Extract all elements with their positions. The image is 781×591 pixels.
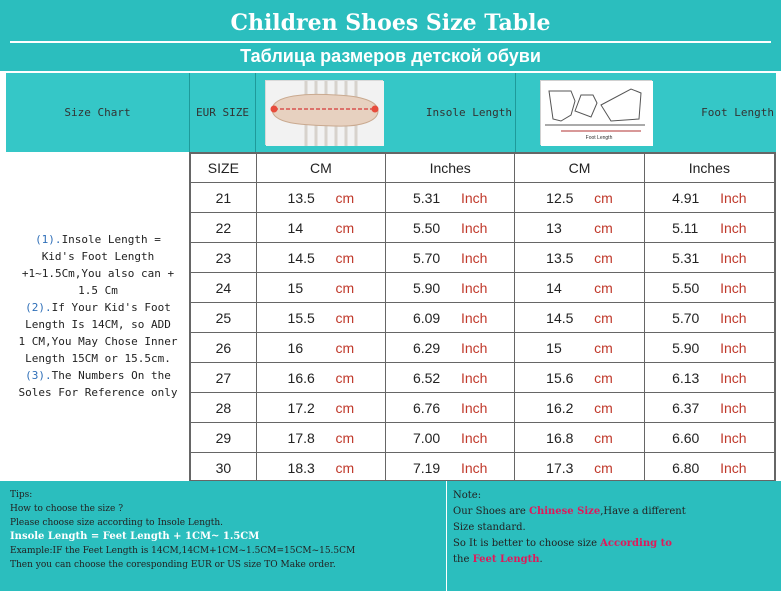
foot-inch-cell (644, 183, 774, 213)
table-row (191, 273, 775, 303)
title-russian: Таблица размеров детской обуви (240, 46, 541, 66)
unit-label: Inch (720, 429, 747, 446)
unit-label: cm (594, 399, 613, 416)
note-text: Length 15CM or 15.5cm. (25, 352, 171, 365)
cell-value: 6.76 (412, 399, 441, 416)
tips-label: Tips: (10, 490, 33, 500)
insole-cm-cell (256, 273, 385, 303)
cell-value: 13 (546, 219, 562, 236)
note-text: . (539, 554, 543, 565)
note-text: Our Shoes are (453, 506, 529, 517)
note-text: Size standard. (453, 522, 526, 533)
unit-label: Inch (460, 339, 488, 356)
foot-cm-cell (515, 363, 644, 393)
cell-value: 15 (287, 279, 304, 296)
header-divider (255, 73, 256, 152)
cell-value: 7.00 (412, 429, 441, 446)
size-cell: 26 (191, 333, 257, 363)
cell-value: 6.80 (672, 459, 700, 476)
cell-value: 17.2 (287, 399, 315, 416)
cell-value: 16.2 (546, 399, 574, 416)
header-eur-size: EUR SIZE (196, 106, 249, 119)
insole-inch-cell (386, 333, 515, 363)
insole-cm-cell (256, 213, 385, 243)
cell-value: 5.11 (672, 219, 699, 236)
cell-value: 6.60 (672, 429, 700, 446)
foot-cm-cell (515, 393, 644, 423)
unit-label: Inch (460, 369, 488, 386)
note-number: (2). (25, 301, 52, 314)
cell-value: 15 (546, 339, 562, 356)
table-row (191, 213, 775, 243)
unit-label: cm (594, 279, 613, 296)
table-row (191, 303, 775, 333)
note-label: Note: (453, 490, 482, 501)
cell-value: 6.29 (412, 339, 441, 356)
unit-label: Inch (460, 249, 488, 266)
unit-label: cm (594, 369, 613, 386)
unit-label: cm (594, 219, 613, 236)
size-cell: 21 (191, 183, 257, 213)
cell-value: 4.91 (672, 189, 700, 206)
insole-inch-cell (386, 183, 515, 213)
cell-value: 15.6 (546, 369, 574, 386)
header-size-chart: Size Chart (64, 106, 131, 119)
title-divider (10, 41, 771, 43)
size-cell: 24 (191, 273, 257, 303)
foot-cm-cell (515, 213, 644, 243)
unit-label: Inch (460, 459, 488, 476)
unit-label: Inch (460, 309, 488, 326)
note-text: Insole Length = (61, 233, 161, 246)
unit-label: cm (335, 399, 355, 416)
insole-inch-cell (386, 363, 515, 393)
foot-measure-image (540, 80, 652, 145)
cell-value: 13.5 (287, 189, 315, 206)
unit-label: Inch (720, 279, 747, 296)
cell-value: 12.5 (546, 189, 574, 206)
cell-value: 5.50 (412, 219, 441, 236)
insole-inch-cell (386, 423, 515, 453)
column-header: CM (256, 154, 385, 183)
unit-label: cm (594, 249, 613, 266)
cell-value: 5.31 (672, 249, 700, 266)
insole-inch-cell (386, 303, 515, 333)
unit-label: cm (335, 339, 355, 356)
foot-cm-cell (515, 453, 644, 483)
foot-inch-cell (644, 273, 774, 303)
foot-cm-cell (515, 183, 644, 213)
table-row (191, 183, 775, 213)
side-notes (6, 152, 190, 480)
table-row (191, 363, 775, 393)
column-header: Inches (386, 154, 515, 183)
unit-label: cm (335, 189, 355, 206)
note-text: Soles For Reference only (18, 386, 178, 399)
unit-label: cm (594, 429, 613, 446)
cell-value: 14 (546, 279, 562, 296)
unit-label: cm (594, 309, 613, 326)
size-cell: 23 (191, 243, 257, 273)
unit-label: cm (335, 369, 355, 386)
unit-label: cm (335, 309, 355, 326)
unit-label: cm (335, 429, 355, 446)
unit-label: Inch (460, 219, 488, 236)
cell-value: 6.37 (672, 399, 700, 416)
foot-cm-cell (515, 243, 644, 273)
table-row (191, 423, 775, 453)
foot-length-caption: Foot Length (585, 135, 613, 141)
note-highlight: According to (600, 538, 672, 549)
table-row (191, 453, 775, 483)
note-text: 1 CM,You May Chose Inner (18, 335, 178, 348)
unit-label: cm (594, 339, 613, 356)
unit-label: Inch (720, 339, 747, 356)
insole-inch-cell (386, 393, 515, 423)
note-section (453, 488, 773, 568)
cell-value: 5.31 (412, 189, 441, 206)
insole-inch-cell (386, 213, 515, 243)
size-cell: 29 (191, 423, 257, 453)
title-english: Children Shoes Size Table (230, 10, 551, 36)
tips-line: Example:IF the Feet Length is 14CM,14CM+1CM~1.5CM=15CM~15.5CM (10, 546, 356, 556)
unit-label: Inch (720, 189, 747, 206)
insole-inch-cell (386, 453, 515, 483)
tips-formula: Insole Length = Feet Length + 1CM~ 1.5CM (10, 531, 260, 542)
unit-label: Inch (460, 429, 488, 446)
unit-label: Inch (720, 249, 747, 266)
size-cell: 25 (191, 303, 257, 333)
size-table (189, 152, 776, 481)
header-row (6, 73, 776, 152)
insole-inch-cell (386, 273, 515, 303)
note-text: the (453, 554, 473, 565)
note-number: (3). (25, 369, 52, 382)
unit-label: Inch (720, 459, 747, 476)
tips-line: Then you can choose the coresponding EUR or US size TO Make order. (10, 560, 336, 570)
cell-value: 16.8 (546, 429, 574, 446)
cell-value: 18.3 (287, 459, 315, 476)
cell-value: 16 (287, 339, 304, 356)
note-text: Kid's Foot Length (41, 250, 155, 263)
unit-label: cm (594, 189, 613, 206)
header-insole-length: Insole Length (425, 106, 512, 119)
column-header: Inches (644, 154, 774, 183)
table-row (191, 243, 775, 273)
cell-value: 5.90 (672, 339, 700, 356)
cell-value: 16.6 (287, 369, 315, 386)
insole-cm-cell (256, 363, 385, 393)
cell-value: 14.5 (287, 249, 315, 266)
header-divider (515, 73, 516, 152)
cell-value: 5.70 (672, 309, 700, 326)
foot-cm-cell (515, 273, 644, 303)
insole-cm-cell (256, 393, 385, 423)
foot-cm-cell (515, 303, 644, 333)
note-text: The Numbers On the (51, 369, 171, 382)
insole-cm-cell (256, 453, 385, 483)
foot-inch-cell (644, 243, 774, 273)
unit-label: Inch (460, 399, 488, 416)
insole-cm-cell (256, 243, 385, 273)
cell-value: 17.3 (546, 459, 574, 476)
foot-inch-cell (644, 423, 774, 453)
note-highlight: Chinese Size (528, 506, 601, 517)
column-header: SIZE (191, 154, 257, 183)
cell-value: 6.13 (672, 369, 700, 386)
note-text: So It is better to choose size (453, 538, 601, 549)
cell-value: 13.5 (546, 249, 574, 266)
cell-value: 15.5 (287, 309, 315, 326)
cell-value: 7.19 (412, 459, 441, 476)
tips-section (10, 488, 440, 572)
unit-label: Inch (720, 399, 747, 416)
tips-line: How to choose the size ? (10, 504, 124, 514)
insole-image (265, 80, 383, 145)
foot-inch-cell (644, 363, 774, 393)
note-highlight: Feet Length (472, 554, 540, 565)
cell-value: 6.09 (412, 309, 441, 326)
unit-label: cm (335, 279, 355, 296)
size-cell: 30 (191, 453, 257, 483)
foot-cm-cell (515, 333, 644, 363)
unit-label: Inch (460, 279, 488, 296)
unit-label: Inch (720, 369, 747, 386)
size-cell: 28 (191, 393, 257, 423)
insole-cm-cell (256, 333, 385, 363)
column-header: CM (515, 154, 644, 183)
note-text: Length Is 14CM, so ADD (25, 318, 171, 331)
note-text: ,Have a different (600, 506, 686, 517)
unit-label: cm (335, 459, 355, 476)
unit-label: Inch (720, 309, 747, 326)
footer-divider (446, 481, 447, 591)
note-text: If Your Kid's Foot (51, 301, 171, 314)
cell-value: 14.5 (546, 309, 574, 326)
note-text: 1.5 Cm (78, 284, 118, 297)
cell-value: 5.90 (412, 279, 441, 296)
cell-value: 17.8 (287, 429, 315, 446)
foot-inch-cell (644, 453, 774, 483)
insole-cm-cell (256, 303, 385, 333)
size-cell: 27 (191, 363, 257, 393)
foot-inch-cell (644, 303, 774, 333)
cell-value: 14 (287, 219, 304, 236)
tips-line: Please choose size according to Insole Length. (10, 518, 224, 528)
header-foot-length: Foot Length (701, 106, 774, 119)
unit-label: Inch (460, 189, 488, 206)
foot-inch-cell (644, 393, 774, 423)
insole-cm-cell (256, 183, 385, 213)
insole-cm-cell (256, 423, 385, 453)
size-cell: 22 (191, 213, 257, 243)
cell-value: 6.52 (412, 369, 441, 386)
insole-inch-cell (386, 243, 515, 273)
cell-value: 5.70 (412, 249, 441, 266)
note-text: +1~1.5Cm,You also can + (21, 267, 175, 280)
table-row (191, 393, 775, 423)
foot-inch-cell (644, 333, 774, 363)
foot-cm-cell (515, 423, 644, 453)
unit-label: cm (335, 219, 355, 236)
unit-label: cm (335, 249, 355, 266)
cell-value: 5.50 (672, 279, 700, 296)
table-header-row (191, 154, 775, 183)
table-row (191, 333, 775, 363)
foot-inch-cell (644, 213, 774, 243)
title-banner (0, 0, 781, 73)
unit-label: cm (594, 459, 613, 476)
unit-label: Inch (720, 219, 747, 236)
note-number: (1). (35, 233, 62, 246)
